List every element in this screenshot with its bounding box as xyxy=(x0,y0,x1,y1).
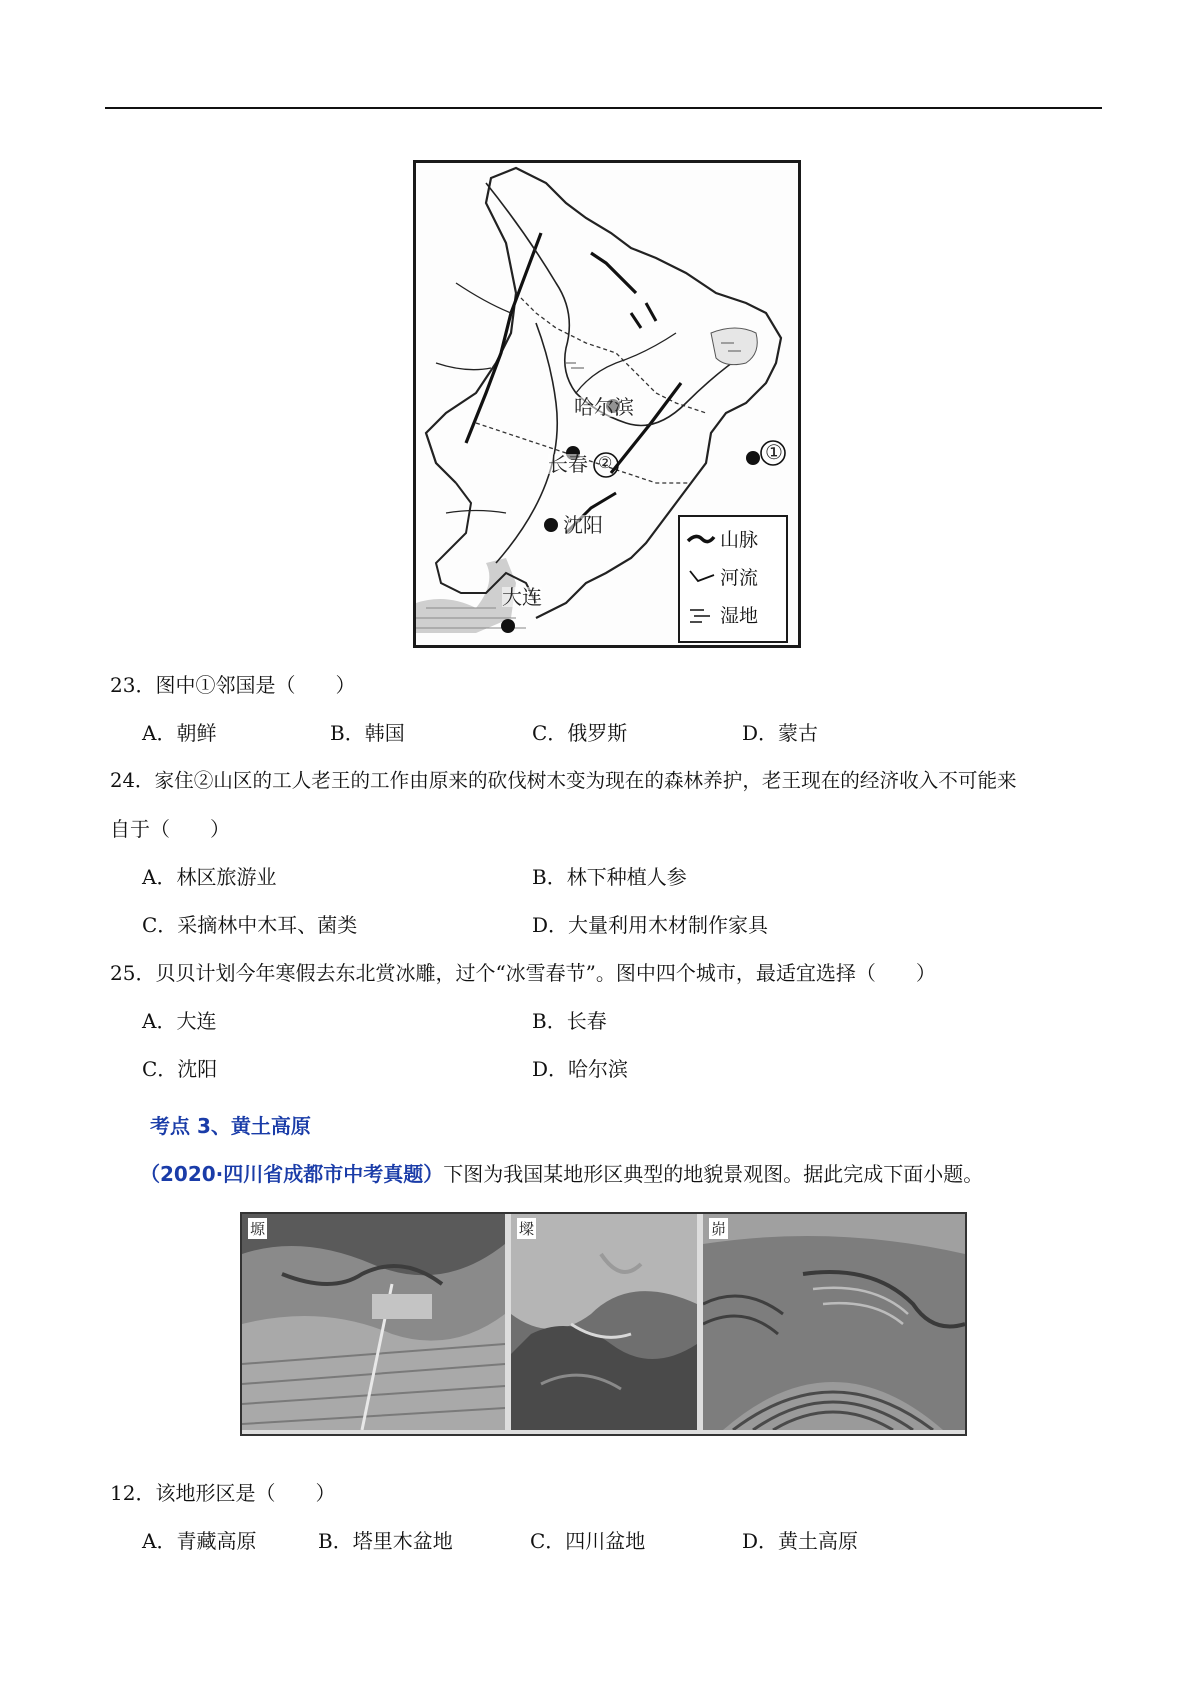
photo-liang-image xyxy=(511,1214,697,1430)
loess-landform-photos xyxy=(240,1212,967,1436)
city-dot-shenyang xyxy=(544,518,558,532)
q23-option-c: C．俄罗斯 xyxy=(532,721,628,745)
q25-option-c: C．沈阳 xyxy=(142,1057,218,1081)
neighbor-country-dot xyxy=(746,451,760,465)
marker-2: ② xyxy=(598,453,613,472)
label-shenyang: 沈阳 xyxy=(563,513,603,537)
label-harbin: 哈尔滨 xyxy=(574,395,634,419)
photo-label-yuan: 塬 xyxy=(250,1220,266,1238)
river-symbol-icon xyxy=(686,565,716,587)
photo-liang xyxy=(511,1214,697,1430)
legend-row-wetland xyxy=(686,599,758,629)
label-changchun: 长春 xyxy=(548,452,588,476)
northeast-china-map xyxy=(413,160,801,648)
source-tag: （2020·四川省成都市中考真题） xyxy=(140,1162,444,1186)
legend-row-mountain xyxy=(686,523,758,553)
q25-option-a: A．大连 xyxy=(142,1009,217,1033)
q23-option-a: A．朝鲜 xyxy=(142,721,217,745)
kaodian-heading: 考点 3、黄土高原 xyxy=(150,1114,311,1138)
question-12-stem: 12．该地形区是（ ） xyxy=(110,1481,336,1505)
wetland-symbol-icon xyxy=(686,603,716,625)
q23-option-b: B．韩国 xyxy=(330,721,405,745)
city-dot-dalian xyxy=(501,619,515,633)
q12-option-d: D．黄土高原 xyxy=(742,1529,859,1553)
q25-option-d: D．哈尔滨 xyxy=(532,1057,629,1081)
q24-option-d: D．大量利用木材制作家具 xyxy=(532,913,769,937)
question-25-stem: 25．贝贝计划今年寒假去东北赏冰雕，过个“冰雪春节”。图中四个城市，最适宜选择（ ） xyxy=(110,961,936,985)
photo-mao xyxy=(703,1214,965,1430)
q23-option-d: D．蒙古 xyxy=(742,721,819,745)
photo-yuan-image xyxy=(242,1214,505,1430)
photo-label-liang: 墚 xyxy=(519,1220,535,1238)
q12-option-a: A．青藏高原 xyxy=(142,1529,257,1553)
legend-wetland-label: 湿地 xyxy=(720,604,759,627)
label-dalian: 大连 xyxy=(502,585,542,609)
question-24-stem-line2: 自于（ ） xyxy=(110,817,230,841)
legend-mountain-label: 山脉 xyxy=(720,528,759,551)
map-legend xyxy=(678,515,788,643)
q12-option-b: B．塔里木盆地 xyxy=(318,1529,453,1553)
q12-option-c: C．四川盆地 xyxy=(530,1529,646,1553)
question-24-stem-line1: 24．家住②山区的工人老王的工作由原来的砍伐树木变为现在的森林养护，老王现在的经济收入不可能来 xyxy=(110,769,1017,792)
marker-1: ① xyxy=(765,440,783,464)
source-text: 下图为我国某地形区典型的地貌景观图。据此完成下面小题。 xyxy=(443,1162,984,1186)
q24-option-a: A．林区旅游业 xyxy=(142,865,277,889)
mountain-symbol-icon xyxy=(686,527,716,549)
q25-option-b: B．长春 xyxy=(532,1009,607,1033)
legend-row-river xyxy=(686,561,758,591)
photo-mao-image xyxy=(703,1214,965,1430)
source-line xyxy=(140,1158,983,1187)
q24-option-b: B．林下种植人参 xyxy=(532,865,687,889)
header-rule xyxy=(105,107,1102,109)
photo-label-mao: 峁 xyxy=(711,1220,727,1238)
legend-river-label: 河流 xyxy=(720,566,759,589)
q24-option-c: C．采摘林中木耳、菌类 xyxy=(142,913,358,937)
question-23-stem: 23．图中①邻国是（ ） xyxy=(110,673,356,697)
photo-yuan xyxy=(242,1214,505,1430)
